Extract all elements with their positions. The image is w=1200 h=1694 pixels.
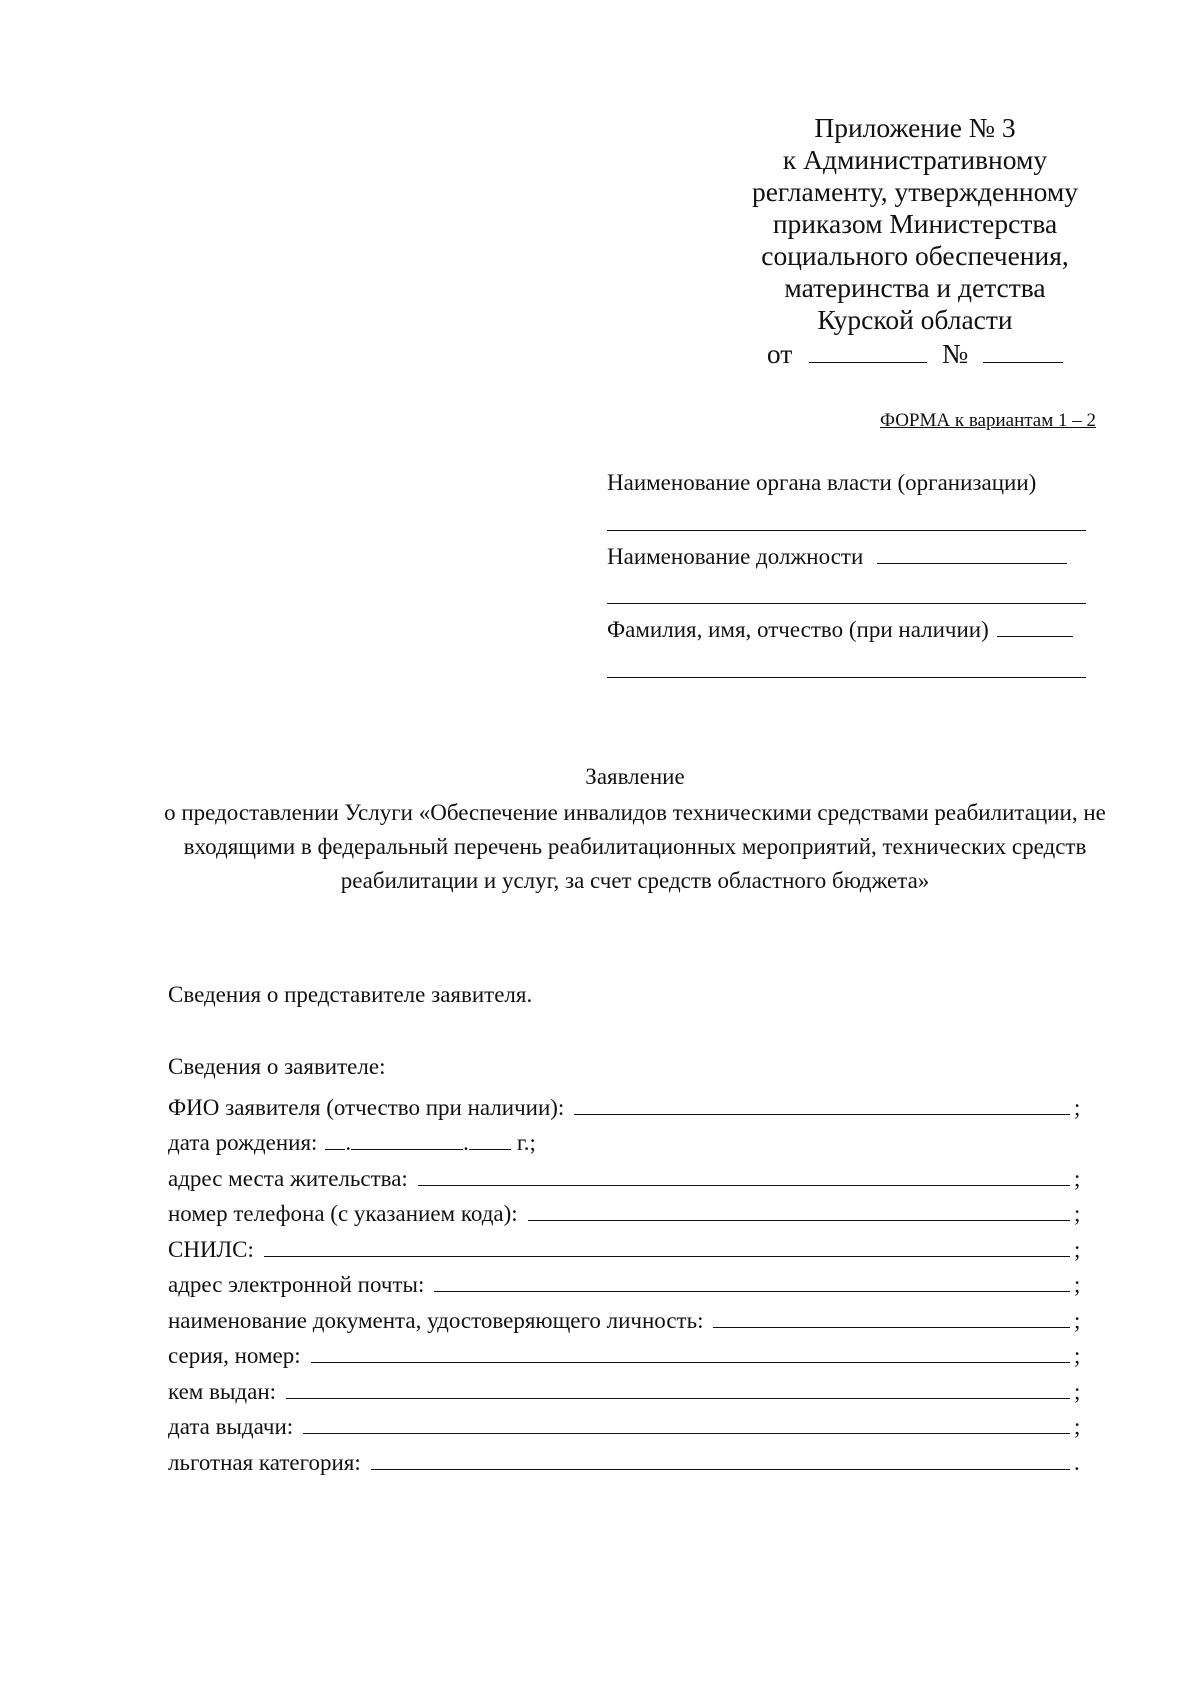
fio-field-continued[interactable] [607, 677, 1086, 678]
number-label: № [942, 338, 969, 369]
field-label: адрес электронной почты: [168, 1272, 425, 1297]
position-field-continued[interactable] [607, 603, 1086, 604]
birth-day-blank[interactable] [325, 1148, 345, 1150]
field-label: наименование документа, удостоверяющего личность: [168, 1307, 704, 1333]
field-id-document [168, 1298, 1088, 1334]
field-label: номер телефона (с указанием кода): [168, 1201, 518, 1226]
position-field[interactable] [877, 543, 1067, 564]
authority-field[interactable] [607, 530, 1086, 531]
field-terminator: ; [1074, 1201, 1081, 1226]
field-label: ФИО заявителя (отчество при наличии): [168, 1094, 565, 1120]
fio-field[interactable] [997, 616, 1073, 637]
issue-date-input[interactable] [303, 1432, 1070, 1434]
appendix-line: Приложение № 3 [814, 112, 1016, 143]
appendix-date-number-line [730, 338, 1100, 370]
title-body: о предоставлении Услуги «Обеспечение инвалидов техническими средствами реабилитации, не входящими в федеральный перечень реабилитационных мероприятий, технических средств реабилитации и услуг, за счет средств областного бюджета» [164, 800, 1106, 893]
date-separator: . [345, 1130, 352, 1155]
field-label: СНИЛС: [168, 1236, 254, 1262]
applicant-fields [168, 1085, 1088, 1476]
field-terminator: ; [1074, 1414, 1081, 1439]
form-reference: ФОРМА к вариантам 1 – 2 [879, 410, 1096, 431]
address-input[interactable] [418, 1184, 1070, 1186]
title-heading: Заявление [585, 764, 685, 789]
field-email [168, 1263, 1088, 1299]
field-label: дата выдачи: [168, 1414, 294, 1439]
appendix-line: социального обеспечения, [761, 240, 1069, 271]
field-birth-date [168, 1121, 1088, 1157]
field-label: кем выдан: [168, 1378, 277, 1404]
authority-label: Наименование органа власти (организации) [607, 470, 1037, 495]
date-blank[interactable] [809, 340, 927, 363]
birth-month-blank[interactable] [351, 1148, 463, 1150]
series-number-input[interactable] [311, 1361, 1070, 1363]
field-terminator: ; [1074, 1343, 1081, 1368]
applicant-section-heading: Сведения о заявителе: [168, 1054, 386, 1079]
field-label: льготная категория: [168, 1449, 361, 1475]
fio-label: Фамилия, имя, отчество (при наличии) [607, 617, 989, 642]
appendix-line: Курской области [817, 304, 1013, 335]
date-separator: . [463, 1130, 469, 1155]
field-terminator: ; [1074, 1236, 1081, 1262]
field-label: серия, номер: [168, 1343, 301, 1368]
field-terminator: . [1074, 1449, 1080, 1475]
issued-by-input[interactable] [286, 1397, 1070, 1399]
phone-input[interactable] [528, 1219, 1070, 1221]
field-terminator: ; [1074, 1307, 1081, 1333]
from-label: от [766, 338, 793, 369]
position-row [607, 543, 1067, 570]
id-document-input[interactable] [713, 1326, 1070, 1328]
fio-row [607, 616, 1073, 643]
representative-section-heading: Сведения о представителе заявителя. [168, 982, 533, 1007]
field-address [168, 1156, 1088, 1192]
field-terminator: ; [1074, 1094, 1081, 1120]
field-issued-by [168, 1369, 1088, 1405]
field-terminator: ; [1074, 1165, 1081, 1191]
field-terminator: ; [1074, 1272, 1081, 1297]
position-label: Наименование должности [607, 544, 864, 569]
field-terminator: ; [1074, 1378, 1081, 1404]
field-label: адрес места жительства: [168, 1165, 408, 1191]
birth-date-suffix: г.; [516, 1130, 536, 1155]
field-benefit-category [168, 1440, 1088, 1476]
field-fio [168, 1085, 1088, 1121]
birth-year-blank[interactable] [469, 1148, 511, 1150]
email-input[interactable] [434, 1290, 1070, 1292]
field-series-number [168, 1334, 1088, 1370]
fio-input[interactable] [574, 1113, 1070, 1115]
snils-input[interactable] [264, 1255, 1070, 1257]
appendix-line: регламенту, утвержденному [751, 176, 1079, 207]
appendix-line: материнства и детства [784, 272, 1046, 303]
appendix-line: приказом Министерства [772, 208, 1058, 239]
application-title [160, 760, 1110, 898]
field-snils [168, 1227, 1088, 1263]
benefit-category-input[interactable] [371, 1468, 1070, 1470]
appendix-line: к Административному [782, 144, 1048, 175]
birth-date-input[interactable] [325, 1130, 511, 1156]
appendix-header [730, 112, 1100, 370]
field-issue-date [168, 1405, 1088, 1441]
field-label: дата рождения: [168, 1130, 318, 1155]
field-phone [168, 1192, 1088, 1228]
number-blank[interactable] [983, 340, 1063, 363]
